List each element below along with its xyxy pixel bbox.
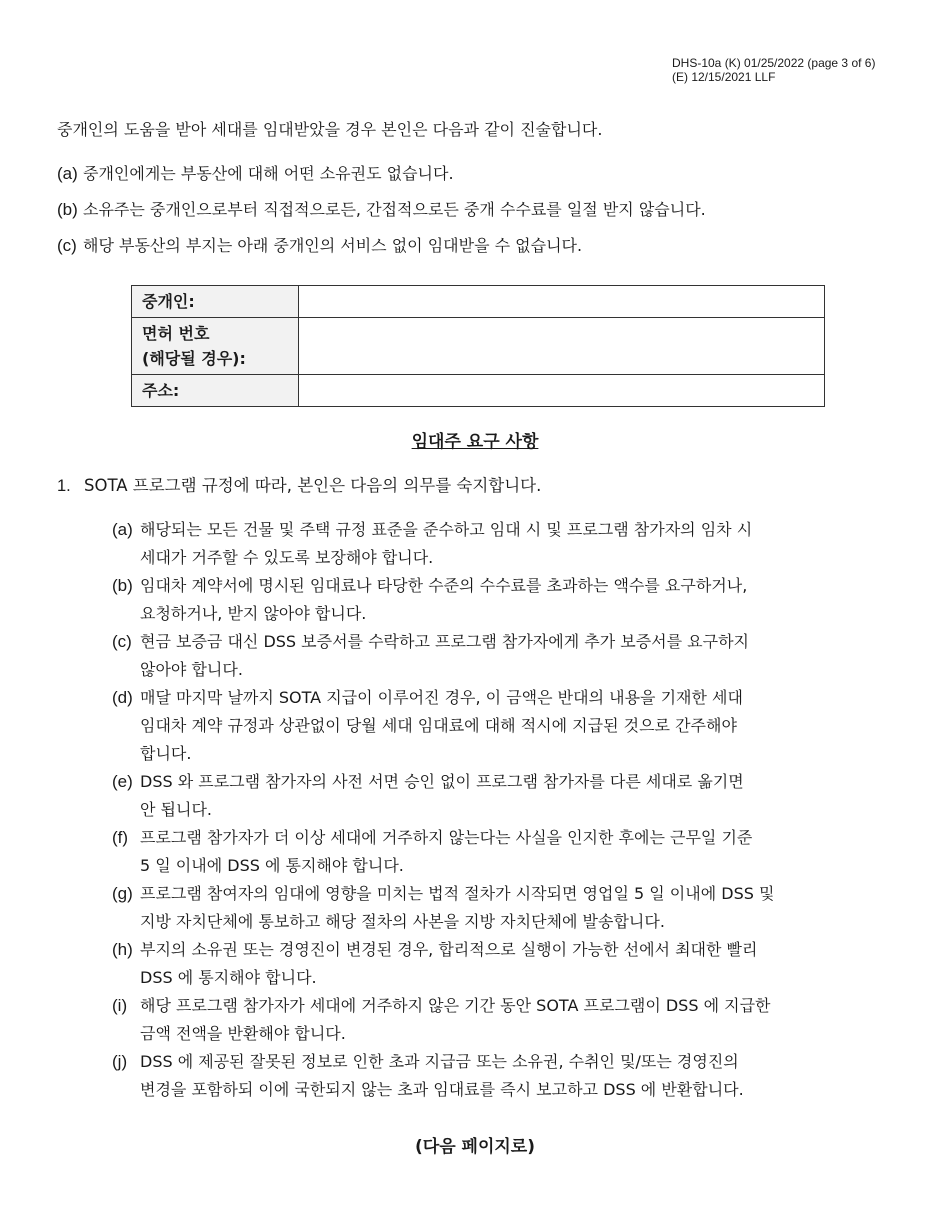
subitem-c <box>112 628 902 684</box>
license-number-field[interactable] <box>299 318 825 375</box>
statement-marker: (b) <box>57 200 78 219</box>
subitem-i <box>112 992 902 1048</box>
subitem-text: 해당 프로그램 참가자가 세대에 거주하지 않은 기간 동안 SOTA 프로그램이 DSS 에 지급한 금액 전액을 반환해야 합니다. <box>140 996 771 1043</box>
subitem-marker: (j) <box>112 1052 128 1071</box>
subitem-text: 프로그램 참가자가 더 이상 세대에 거주하지 않는다는 사실을 인지한 후에는 근무일 기준 5 일 이내에 DSS 에 통지해야 합니다. <box>140 828 753 875</box>
form-identifier <box>672 56 875 84</box>
subitem-text: 해당되는 모든 건물 및 주택 규정 표준을 준수하고 임대 시 및 프로그램 참가자의 임차 시 세대가 거주할 수 있도록 보장해야 합니다. <box>140 520 753 567</box>
subitem-marker: (e) <box>112 772 133 791</box>
subitem-text: 현금 보증금 대신 DSS 보증서를 수락하고 프로그램 참가자에게 추가 보증서를 요구하지 않아야 합니다. <box>140 632 749 679</box>
subitem-marker: (i) <box>112 996 128 1015</box>
subitem-f <box>112 824 902 880</box>
subitem-marker: (g) <box>112 884 133 903</box>
item-text: SOTA 프로그램 규정에 따라, 본인은 다음의 의무를 숙지합니다. <box>84 476 542 495</box>
subitem-text: 부지의 소유권 또는 경영진이 변경된 경우, 합리적으로 실행이 가능한 선에서 최대한 빨리 DSS 에 통지해야 합니다. <box>140 940 758 987</box>
list-item-1 <box>57 476 541 496</box>
table-row <box>132 318 825 375</box>
address-label: 주소: <box>132 375 299 407</box>
statement-c <box>57 236 582 256</box>
statement-text: 해당 부동산의 부지는 아래 중개인의 서비스 없이 임대받을 수 없습니다. <box>83 236 583 255</box>
subitem-text: DSS 에 제공된 잘못된 정보로 인한 초과 지급금 또는 소유권, 수취인 및/또는 경영진의 변경을 포함하되 이에 국한되지 않는 초과 임대료를 즉시 보고하고 DSS 에 반환합니다. <box>140 1052 744 1099</box>
form-date-line: (E) 12/15/2021 LLF <box>672 70 776 84</box>
subitem-b <box>112 572 902 628</box>
subitem-text: DSS 와 프로그램 참가자의 사전 서면 승인 없이 프로그램 참가자를 다른 세대로 옮기면 안 됩니다. <box>140 772 744 819</box>
statement-text: 중개인에게는 부동산에 대해 어떤 소유권도 없습니다. <box>83 164 454 183</box>
statement-b <box>57 200 706 220</box>
intro-text: 중개인의 도움을 받아 세대를 임대받았을 경우 본인은 다음과 같이 진술합니다. <box>57 120 603 139</box>
address-field[interactable] <box>299 375 825 407</box>
statement-marker: (c) <box>57 236 77 255</box>
subitem-d <box>112 684 902 768</box>
statement-a <box>57 164 454 184</box>
broker-info-table <box>131 285 825 407</box>
table-row <box>132 375 825 407</box>
subitem-text: 매달 마지막 날까지 SOTA 지급이 이루어진 경우, 이 금액은 반대의 내용을 기재한 세대 임대차 계약 규정과 상관없이 당월 세대 임대료에 대해 적시에 지급된 것으로 간주해야 합니다. <box>140 688 743 763</box>
section-title: 임대주 요구 사항 <box>411 432 539 452</box>
subitem-h <box>112 936 902 992</box>
item-number: 1. <box>57 477 71 495</box>
broker-label: 중개인: <box>132 286 299 318</box>
statement-text: 소유주는 중개인으로부터 직접적으로든, 간접적으로든 중개 수수료를 일절 받지 않습니다. <box>83 200 706 219</box>
subitem-marker: (b) <box>112 576 133 595</box>
statement-marker: (a) <box>57 164 78 183</box>
license-number-label: 면허 번호 (해당될 경우): <box>132 318 299 375</box>
subitem-a <box>112 516 902 572</box>
subitem-text: 프로그램 참여자의 임대에 영향을 미치는 법적 절차가 시작되면 영업일 5 일 이내에 DSS 및 지방 자치단체에 통보하고 해당 절차의 사본을 지방 자치단체에 발송합니다. <box>140 884 775 931</box>
form-id-line: DHS-10a (K) 01/25/2022 (page 3 of 6) <box>672 56 876 70</box>
subitem-g <box>112 880 902 936</box>
subitem-j <box>112 1048 902 1104</box>
subitem-marker: (h) <box>112 940 133 959</box>
subitem-marker: (d) <box>112 688 133 707</box>
subitem-e <box>112 768 902 824</box>
subitem-marker: (a) <box>112 520 133 539</box>
broker-value-field[interactable] <box>299 286 825 318</box>
table-row <box>132 286 825 318</box>
subitem-marker: (c) <box>112 632 132 651</box>
subitem-text: 임대차 계약서에 명시된 임대료나 타당한 수준의 수수료를 초과하는 액수를 요구하거나, 요청하거나, 받지 않아야 합니다. <box>140 576 748 623</box>
continue-note: (다음 페이지로) <box>415 1137 535 1157</box>
subitem-marker: (f) <box>112 828 129 847</box>
